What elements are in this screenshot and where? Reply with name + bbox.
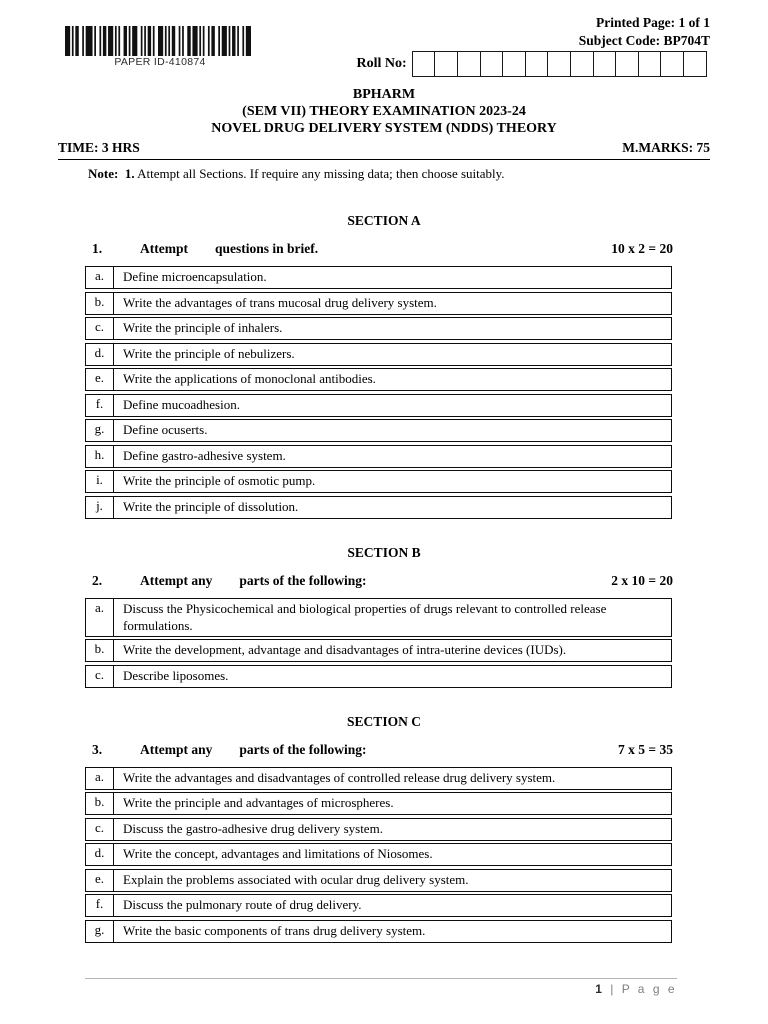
note-text: Attempt all Sections. If require any missing data; then choose suitably. bbox=[137, 166, 505, 181]
question-row-label: c. bbox=[86, 819, 114, 840]
question-number: 2. bbox=[92, 572, 103, 588]
question-row-label: b. bbox=[86, 793, 114, 814]
question-row-text: Write the principle of osmotic pump. bbox=[123, 473, 316, 488]
roll-no-box[interactable] bbox=[547, 51, 571, 77]
header bbox=[58, 14, 710, 82]
question-row bbox=[85, 639, 672, 662]
question-row-label: g. bbox=[86, 921, 114, 942]
question-row-label: d. bbox=[86, 344, 114, 365]
question-row bbox=[85, 665, 672, 688]
question-row-text: Discuss the gastro-adhesive drug delivery system. bbox=[123, 820, 383, 836]
question-row-label: b. bbox=[86, 640, 114, 661]
question-row bbox=[85, 343, 672, 366]
question-row-label: e. bbox=[86, 870, 114, 891]
page-footer bbox=[85, 978, 677, 996]
question-row-text: Discuss the Physicochemical and biological properties of drugs relevant to controlled release formulations. bbox=[123, 600, 607, 633]
question-row-text: Describe liposomes. bbox=[123, 667, 229, 683]
question-row-text: Write the advantages of trans mucosal drug delivery system. bbox=[123, 294, 437, 310]
question-row-text: Write the applications of monoclonal antibodies. bbox=[123, 371, 376, 386]
note-line bbox=[88, 166, 710, 182]
question-row-text: Write the principle of inhalers. bbox=[123, 320, 283, 335]
section-heading: SECTION C bbox=[347, 713, 421, 729]
section-heading: SECTION A bbox=[347, 213, 421, 228]
roll-no-box[interactable] bbox=[638, 51, 662, 77]
roll-no-label: Roll No: bbox=[356, 56, 407, 71]
time-marks-row bbox=[58, 140, 710, 160]
question-row-text: Discuss the pulmonary route of drug delivery. bbox=[123, 897, 362, 912]
question-instruction-line bbox=[92, 241, 673, 257]
time-label: TIME: 3 HRS bbox=[58, 140, 140, 155]
question-row bbox=[85, 292, 672, 315]
question-row bbox=[85, 767, 672, 790]
roll-no-box[interactable] bbox=[412, 51, 436, 77]
question-row-text: Define ocuserts. bbox=[123, 422, 208, 437]
marks-scheme: 10 x 2 = 20 bbox=[611, 241, 673, 256]
roll-no-boxes bbox=[412, 51, 707, 77]
roll-no-box[interactable] bbox=[434, 51, 458, 77]
question-row bbox=[85, 869, 672, 892]
footer-page-number: 1 bbox=[595, 982, 605, 996]
question-row-label: c. bbox=[86, 666, 114, 687]
question-row bbox=[85, 496, 672, 519]
roll-no-box[interactable] bbox=[480, 51, 504, 77]
instruction-part-2: questions in brief. bbox=[214, 241, 319, 256]
header-right bbox=[579, 14, 710, 50]
question-row bbox=[85, 266, 672, 289]
question-row bbox=[85, 317, 672, 340]
subject-code-label: Subject Code: BP704T bbox=[578, 33, 710, 48]
question-row bbox=[85, 920, 672, 943]
question-row-label: e. bbox=[86, 369, 114, 390]
roll-no-box[interactable] bbox=[683, 51, 707, 77]
question-row-text: Write the principle of nebulizers. bbox=[123, 345, 295, 361]
exam-title-course: BPHARM bbox=[352, 87, 416, 102]
question-table bbox=[85, 767, 672, 943]
question-row bbox=[85, 419, 672, 442]
roll-no-box[interactable] bbox=[593, 51, 617, 77]
question-row bbox=[85, 368, 672, 391]
question-row bbox=[85, 818, 672, 841]
instruction-part-2: parts of the following: bbox=[239, 741, 367, 757]
question-table bbox=[85, 266, 672, 519]
section-section-c bbox=[58, 714, 710, 943]
printed-page-label: Printed Page: 1 of 1 bbox=[596, 15, 710, 30]
question-table bbox=[85, 598, 672, 688]
question-row-label: f. bbox=[86, 395, 114, 416]
roll-no-box[interactable] bbox=[457, 51, 481, 77]
question-row-label: i. bbox=[86, 471, 114, 492]
max-marks-label: M.MARKS: 75 bbox=[622, 140, 710, 155]
question-row-label: d. bbox=[86, 844, 114, 865]
question-row-label: b. bbox=[86, 293, 114, 314]
footer-divider-line bbox=[85, 978, 677, 979]
note-number: 1. bbox=[124, 166, 135, 181]
question-row-text: Write the basic components of trans drug delivery system. bbox=[123, 922, 426, 938]
question-number: 3. bbox=[92, 741, 103, 757]
question-row-label: c. bbox=[86, 318, 114, 339]
barcode-block bbox=[65, 26, 255, 68]
barcode-image bbox=[65, 26, 251, 56]
question-row-text: Define mucoadhesion. bbox=[123, 396, 240, 412]
title-block bbox=[58, 86, 710, 137]
question-row bbox=[85, 792, 672, 815]
question-row-label: j. bbox=[86, 497, 114, 518]
question-row-label: g. bbox=[86, 420, 114, 441]
question-number: 1. bbox=[92, 241, 103, 256]
question-instruction-line bbox=[92, 573, 673, 589]
roll-no-box[interactable] bbox=[502, 51, 526, 77]
marks-scheme: 7 x 5 = 35 bbox=[618, 741, 673, 757]
question-row bbox=[85, 394, 672, 417]
question-row-label: a. bbox=[86, 768, 114, 789]
instruction-part-1: Attempt any bbox=[140, 572, 213, 588]
roll-no-box[interactable] bbox=[525, 51, 549, 77]
exam-title-session: (SEM VII) THEORY EXAMINATION 2023-24 bbox=[242, 104, 526, 119]
footer-page-word: P a g e bbox=[621, 982, 677, 996]
instruction-part-2: parts of the following: bbox=[239, 572, 367, 588]
question-row-label: a. bbox=[86, 267, 114, 288]
question-row-text: Write the principle of dissolution. bbox=[123, 498, 299, 514]
question-row-label: h. bbox=[86, 446, 114, 467]
question-row bbox=[85, 445, 672, 468]
question-row bbox=[85, 843, 672, 866]
question-row-label: a. bbox=[86, 599, 114, 636]
question-row-text: Write the advantages and disadvantages of controlled release drug delivery system. bbox=[123, 769, 556, 785]
question-row-label: f. bbox=[86, 895, 114, 916]
instruction-part-1: Attempt any bbox=[140, 741, 213, 757]
question-row-text: Define gastro-adhesive system. bbox=[123, 447, 286, 463]
paper-id-label: PAPER ID-410874 bbox=[114, 56, 206, 68]
marks-scheme: 2 x 10 = 20 bbox=[611, 572, 673, 588]
instruction-part-1: Attempt bbox=[140, 241, 188, 256]
question-row-text: Explain the problems associated with ocular drug delivery system. bbox=[123, 871, 469, 887]
question-row-text: Write the concept, advantages and limitations of Niosomes. bbox=[123, 846, 433, 861]
sections-container bbox=[58, 213, 710, 943]
roll-no-row bbox=[357, 51, 707, 77]
section-heading: SECTION B bbox=[347, 544, 421, 560]
roll-no-box[interactable] bbox=[660, 51, 684, 77]
question-row bbox=[85, 598, 672, 637]
footer-page-indicator bbox=[85, 982, 677, 996]
question-instruction-line bbox=[92, 742, 673, 758]
section-section-a bbox=[58, 213, 710, 519]
exam-title-subject: NOVEL DRUG DELIVERY SYSTEM (NDDS) THEORY bbox=[211, 121, 557, 136]
question-row-text: Write the development, advantage and disadvantages of intra-uterine devices (IUDs). bbox=[123, 642, 567, 657]
roll-no-box[interactable] bbox=[615, 51, 639, 77]
question-row-text: Define microencapsulation. bbox=[123, 269, 267, 284]
section-section-b bbox=[58, 545, 710, 688]
roll-no-box[interactable] bbox=[570, 51, 594, 77]
question-row bbox=[85, 894, 672, 917]
footer-separator: | bbox=[610, 982, 616, 996]
question-row bbox=[85, 470, 672, 493]
question-row-text: Write the principle and advantages of microspheres. bbox=[123, 795, 394, 810]
note-label: Note: bbox=[88, 166, 119, 181]
